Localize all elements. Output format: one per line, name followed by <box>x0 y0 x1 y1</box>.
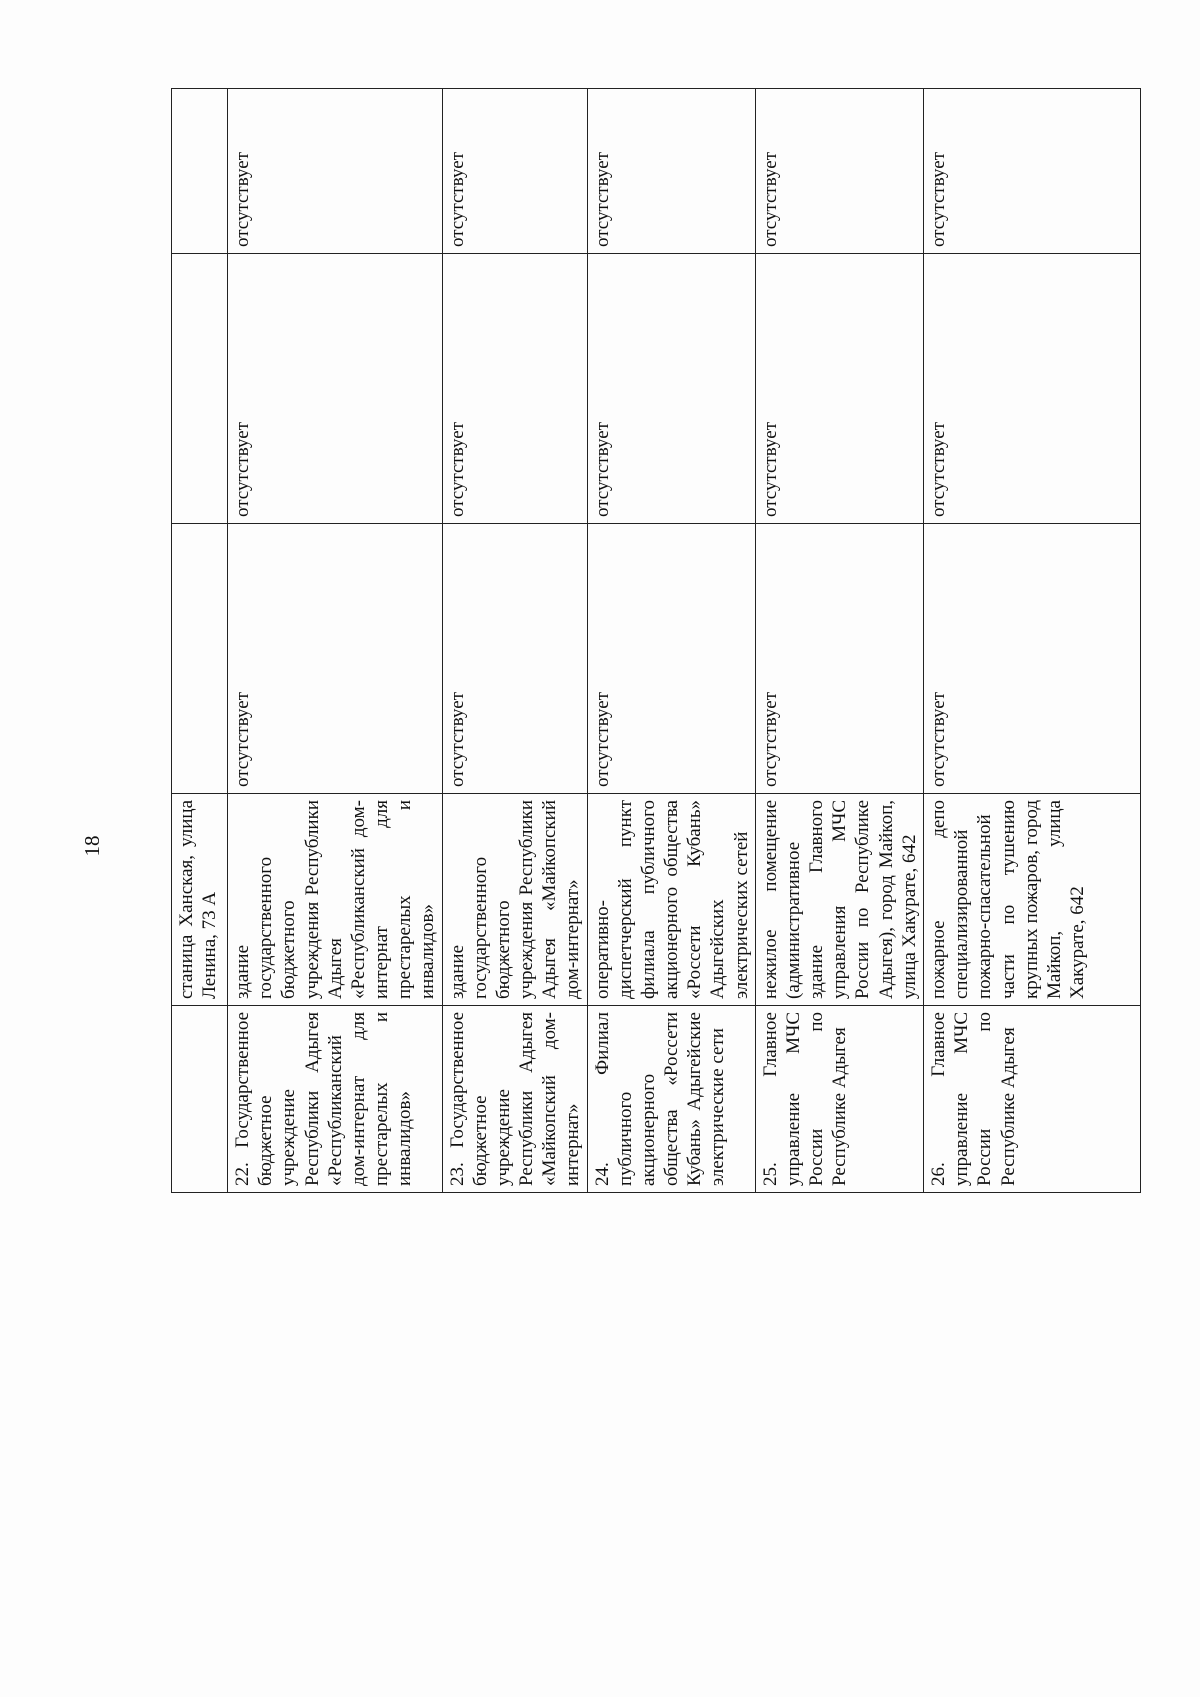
table-cell-status: отсутствует <box>228 524 443 794</box>
table-cell-status: отсутствует <box>442 89 587 254</box>
page-number: 18 <box>80 835 104 857</box>
table-cell-status: отсутствует <box>755 524 923 794</box>
table-row <box>755 89 923 1193</box>
table-row <box>587 89 755 1193</box>
table-cell <box>172 89 228 254</box>
table-cell-status: отсутствует <box>755 89 923 254</box>
table-row-continuation <box>172 89 228 1193</box>
table-row <box>923 89 1140 1193</box>
table-cell-organization: 24. Филиал публичного акционерного общества «Россети Кубань» Адыгейские электрические сети <box>587 1006 755 1193</box>
table-cell-status: отсутствует <box>442 254 587 524</box>
table-row <box>442 89 587 1193</box>
table-cell <box>172 524 228 794</box>
table-cell-status: отсутствует <box>923 254 1140 524</box>
table-cell-object: нежилое помещение (административное здание Главного управления МЧС России по Республике Адыгея), город Майкоп, улица Хакурате, 642 <box>755 794 923 1006</box>
table-cell-status: отсутствует <box>587 524 755 794</box>
table-cell-object: здание государственного бюджетного учреждения Республики Адыгея «Майкопский дом-интернат» <box>442 794 587 1006</box>
rotated-table-container <box>171 89 1089 1193</box>
table-cell-status: отсутствует <box>587 254 755 524</box>
table-cell-status: отсутствует <box>923 89 1140 254</box>
table-cell-object: здание государственного бюджетного учреждения Республики Адыгея «Республиканский дом-интернат для престарелых и инвалидов» <box>228 794 443 1006</box>
table-cell-object-address: станица Ханская, улица Ленина, 73 А <box>172 794 228 1006</box>
table-cell-object: пожарное депо специализированной пожарно-спасательной части по тушению крупных пожаров, город Майкоп, улица Хакурате, 642 <box>923 794 1140 1006</box>
table-row <box>228 89 443 1193</box>
table-cell-object: оперативно-диспетчерский пункт филиала публичного акционерного общества «Россети Кубань» Адыгейских электрических сетей <box>587 794 755 1006</box>
table-cell-status: отсутствует <box>755 254 923 524</box>
table-cell-status: отсутствует <box>587 89 755 254</box>
facilities-table <box>171 88 1141 1193</box>
table-cell-status: отсутствует <box>228 254 443 524</box>
table-cell-organization: 23. Государственное бюджетное учреждение Республики Адыгея «Майкопский дом-интернат» <box>442 1006 587 1193</box>
table-cell-organization: 25. Главное управление МЧС России по Республике Адыгея <box>755 1006 923 1193</box>
table-cell-status: отсутствует <box>923 524 1140 794</box>
table-cell-organization: 22. Государственное бюджетное учреждение Республики Адыгея «Республиканский дом-интернат для престарелых и инвалидов» <box>228 1006 443 1193</box>
table-cell-status: отсутствует <box>442 524 587 794</box>
table-cell-organization <box>172 1006 228 1193</box>
table-cell-organization: 26. Главное управление МЧС России по Республике Адыгея <box>923 1006 1140 1193</box>
table-cell-status: отсутствует <box>228 89 443 254</box>
table-cell <box>172 254 228 524</box>
